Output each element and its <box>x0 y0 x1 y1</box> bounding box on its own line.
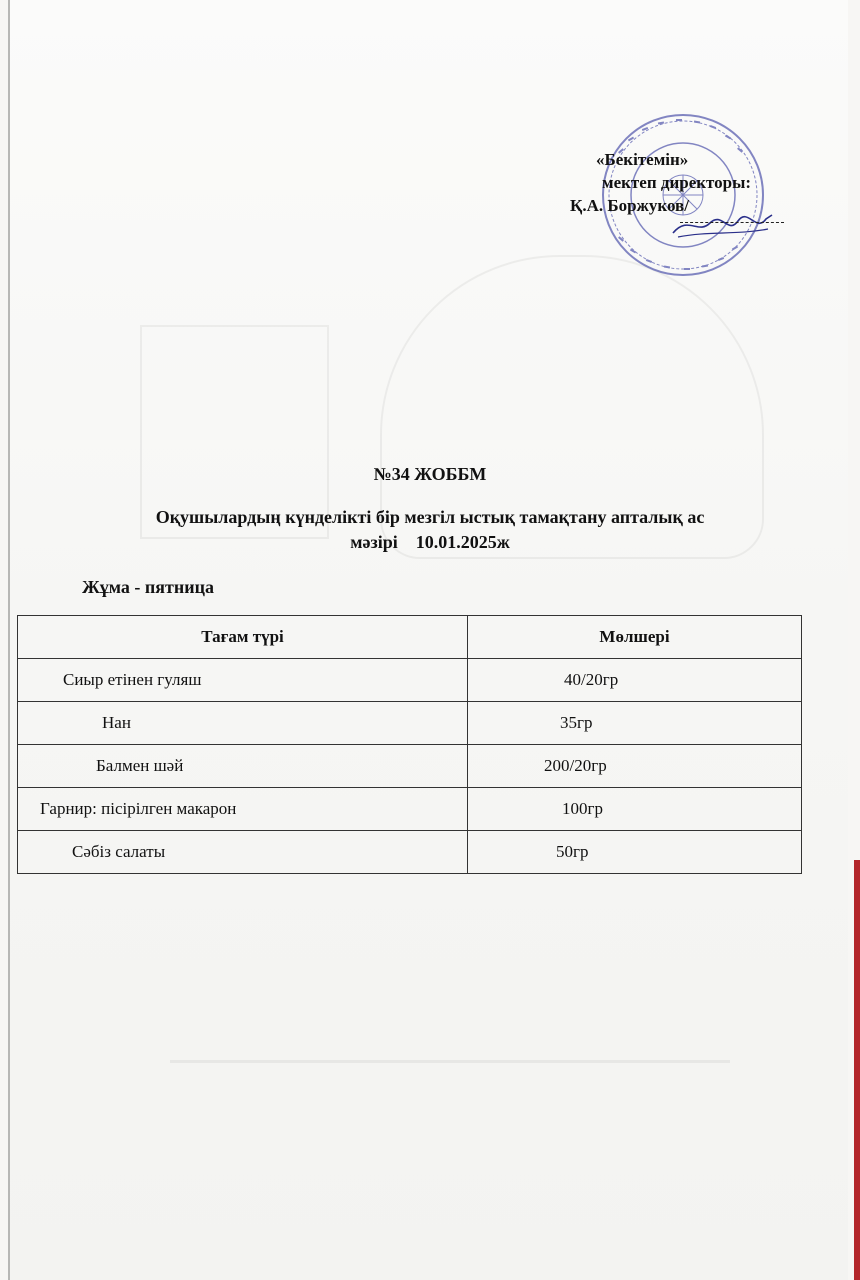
dish-amount: 35гр <box>560 713 593 732</box>
dish-cell <box>18 788 468 831</box>
dish-amount: 200/20гр <box>544 756 607 775</box>
amount-cell <box>468 702 802 745</box>
dish-name: Сәбіз салаты <box>72 842 166 861</box>
table-row <box>18 702 802 745</box>
dish-cell <box>18 831 468 874</box>
table-row <box>18 831 802 874</box>
amount-cell <box>468 788 802 831</box>
dish-name: Балмен шәй <box>96 756 184 775</box>
signature-line <box>680 222 784 223</box>
table-row <box>18 659 802 702</box>
dish-cell <box>18 659 468 702</box>
menu-title <box>0 505 860 555</box>
dish-cell <box>18 702 468 745</box>
bleed-through-line <box>170 1010 730 1063</box>
table-row <box>18 745 802 788</box>
header-amount: Мөлшері <box>468 616 802 659</box>
day-label: Жұма - пятница <box>82 577 214 597</box>
dish-name: Нан <box>102 713 131 732</box>
table-header-row <box>18 616 802 659</box>
amount-cell <box>468 831 802 874</box>
dish-amount: 100гр <box>562 799 603 818</box>
table-row <box>18 788 802 831</box>
menu-table <box>17 615 802 874</box>
dish-name: Гарнир: пісірілген макарон <box>40 799 237 818</box>
amount-cell <box>468 659 802 702</box>
header-dish: Тағам түрі <box>18 616 468 659</box>
menu-title-word: мәзірі <box>350 532 398 552</box>
dish-amount: 50гр <box>556 842 589 861</box>
approval-heading: «Бекітемін» <box>596 150 689 169</box>
approval-director-name: Қ.А. Боржуков/ <box>570 196 689 215</box>
menu-date: 10.01.2025ж <box>415 532 510 552</box>
dish-name: Сиыр етінен гуляш <box>63 670 202 689</box>
menu-title-line2 <box>0 530 860 555</box>
dish-amount: 40/20гр <box>564 670 619 689</box>
page-right-edge-red <box>854 860 860 1280</box>
menu-title-line1: Оқушылардың күнделікті бір мезгіл ыстық тамақтану апталық ас <box>155 507 705 527</box>
dish-cell <box>18 745 468 788</box>
amount-cell <box>468 745 802 788</box>
school-title: №34 ЖОББМ <box>373 464 487 484</box>
approval-position: мектеп директоры: <box>602 173 752 192</box>
page-left-edge <box>8 0 10 1280</box>
official-stamp <box>598 110 768 280</box>
